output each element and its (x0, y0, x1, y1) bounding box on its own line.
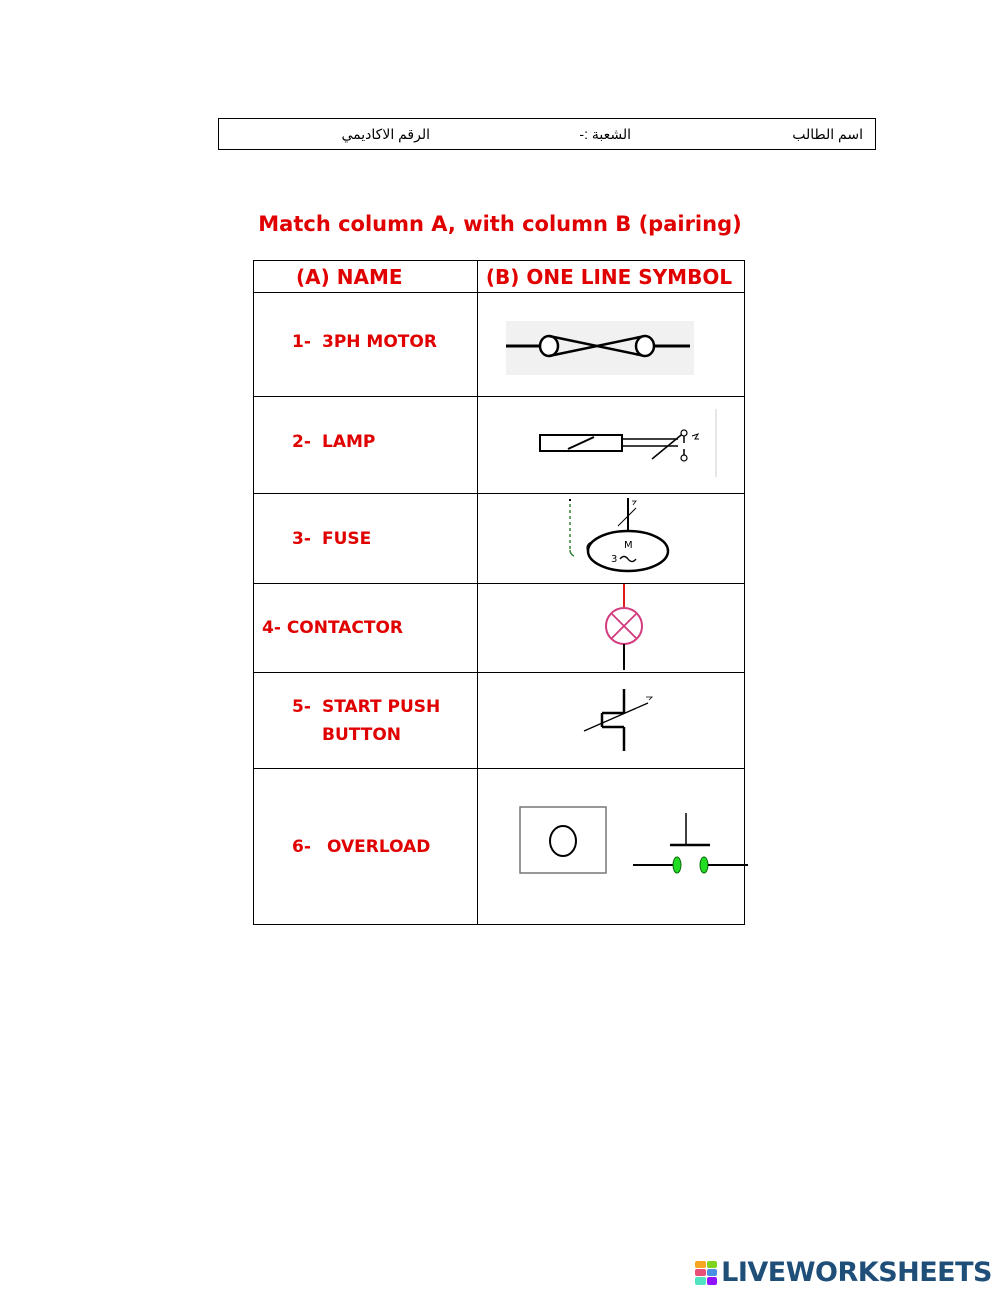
symbol-cell[interactable] (477, 494, 744, 584)
table-row (254, 397, 745, 494)
item-cell[interactable] (254, 673, 478, 769)
item-number: 2- (292, 432, 311, 452)
symbol-cell[interactable] (477, 673, 744, 769)
table-row (254, 673, 745, 769)
item-name: OVERLOAD (327, 836, 431, 857)
liveworksheets-logo (695, 1257, 992, 1288)
table-header-row (254, 261, 745, 293)
item-cell[interactable] (254, 293, 478, 397)
item-number: 6- (292, 836, 311, 857)
item-name: START PUSH (322, 696, 441, 717)
item-cell[interactable] (254, 584, 478, 673)
header-column-b: (B) ONE LINE SYMBOL (477, 261, 744, 293)
overload-symbol (538, 409, 718, 481)
motor-symbol (558, 496, 688, 582)
item-name: LAMP (322, 432, 376, 452)
item-number: 3- (292, 528, 311, 549)
item-number: 1- (292, 331, 311, 352)
student-info-box (218, 118, 876, 150)
item-name: 3PH MOTOR (322, 331, 437, 352)
symbol-cell[interactable] (477, 584, 744, 673)
symbol-cell[interactable] (477, 769, 744, 925)
symbol-cell[interactable] (477, 293, 744, 397)
table-row (254, 494, 745, 584)
header-column-a: (A) NAME (254, 261, 478, 293)
logo-text: LIVEWORKSHEETS (721, 1257, 992, 1288)
section-label: الشعبة :- (579, 126, 631, 142)
symbol-cell[interactable] (477, 397, 744, 494)
table-row (254, 584, 745, 673)
push-button-symbol (518, 803, 758, 893)
table-row (254, 293, 745, 397)
lamp-symbol (598, 584, 650, 672)
student-name-label: اسم الطالب (792, 126, 863, 142)
table-row (254, 769, 745, 925)
page-title: Match column A, with column B (pairing) (258, 212, 742, 236)
item-cell[interactable] (254, 769, 478, 925)
matching-table (253, 260, 745, 925)
item-cell[interactable] (254, 397, 478, 494)
fuse-symbol (506, 321, 696, 377)
academic-id-label: الرقم الاكاديمي (341, 126, 430, 142)
contactor-symbol (578, 685, 668, 755)
item-name-line2: BUTTON (322, 724, 402, 745)
item-name: FUSE (322, 528, 372, 549)
item-name: CONTACTOR (286, 618, 404, 638)
item-number: 4- (262, 618, 281, 638)
svg-text:3: 3 (610, 554, 618, 565)
item-cell[interactable] (254, 494, 478, 584)
logo-mark-icon (695, 1261, 717, 1285)
svg-text:M: M (623, 540, 633, 551)
item-number: 5- (292, 696, 311, 717)
